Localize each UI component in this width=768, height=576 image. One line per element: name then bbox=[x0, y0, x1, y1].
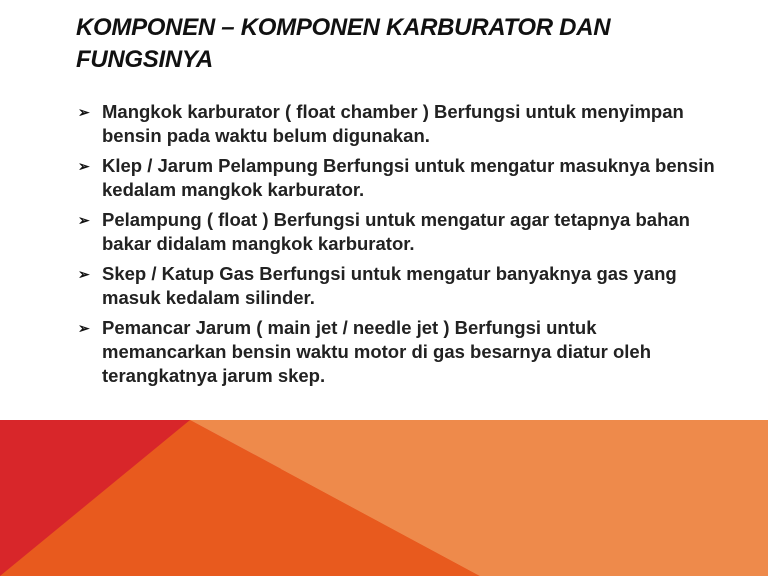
bullet-item bbox=[78, 100, 718, 148]
decorative-shapes bbox=[0, 420, 768, 576]
bullet-item bbox=[78, 262, 718, 310]
arrow-bullet-icon: ➢ bbox=[78, 104, 90, 120]
bullet-text: Pemancar Jarum ( main jet / needle jet ) Berfungsi untuk memancarkan bensin waktu motor di gas besarnya diatur oleh terangkatnya jarum skep. bbox=[102, 317, 651, 386]
bullet-text: Skep / Katup Gas Berfungsi untuk mengatur banyaknya gas yang masuk kedalam silinder. bbox=[102, 263, 677, 308]
arrow-bullet-icon: ➢ bbox=[78, 158, 90, 174]
bullet-text: Klep / Jarum Pelampung Berfungsi untuk mengatur masuknya bensin kedalam mangkok karburator. bbox=[102, 155, 715, 200]
bullet-item bbox=[78, 154, 718, 202]
bullet-text: Mangkok karburator ( float chamber ) Berfungsi untuk menyimpan bensin pada waktu belum digunakan. bbox=[102, 101, 684, 146]
decorative-bottom-band bbox=[0, 420, 768, 576]
bullet-item bbox=[78, 316, 718, 388]
arrow-bullet-icon: ➢ bbox=[78, 212, 90, 228]
bullet-text: Pelampung ( float ) Berfungsi untuk mengatur agar tetapnya bahan bakar didalam mangkok karburator. bbox=[102, 209, 690, 254]
bullet-item bbox=[78, 208, 718, 256]
bullet-list bbox=[78, 100, 718, 394]
arrow-bullet-icon: ➢ bbox=[78, 320, 90, 336]
arrow-bullet-icon: ➢ bbox=[78, 266, 90, 282]
slide-title: KOMPONEN – KOMPONEN KARBURATOR DAN FUNGSINYA bbox=[76, 14, 611, 73]
